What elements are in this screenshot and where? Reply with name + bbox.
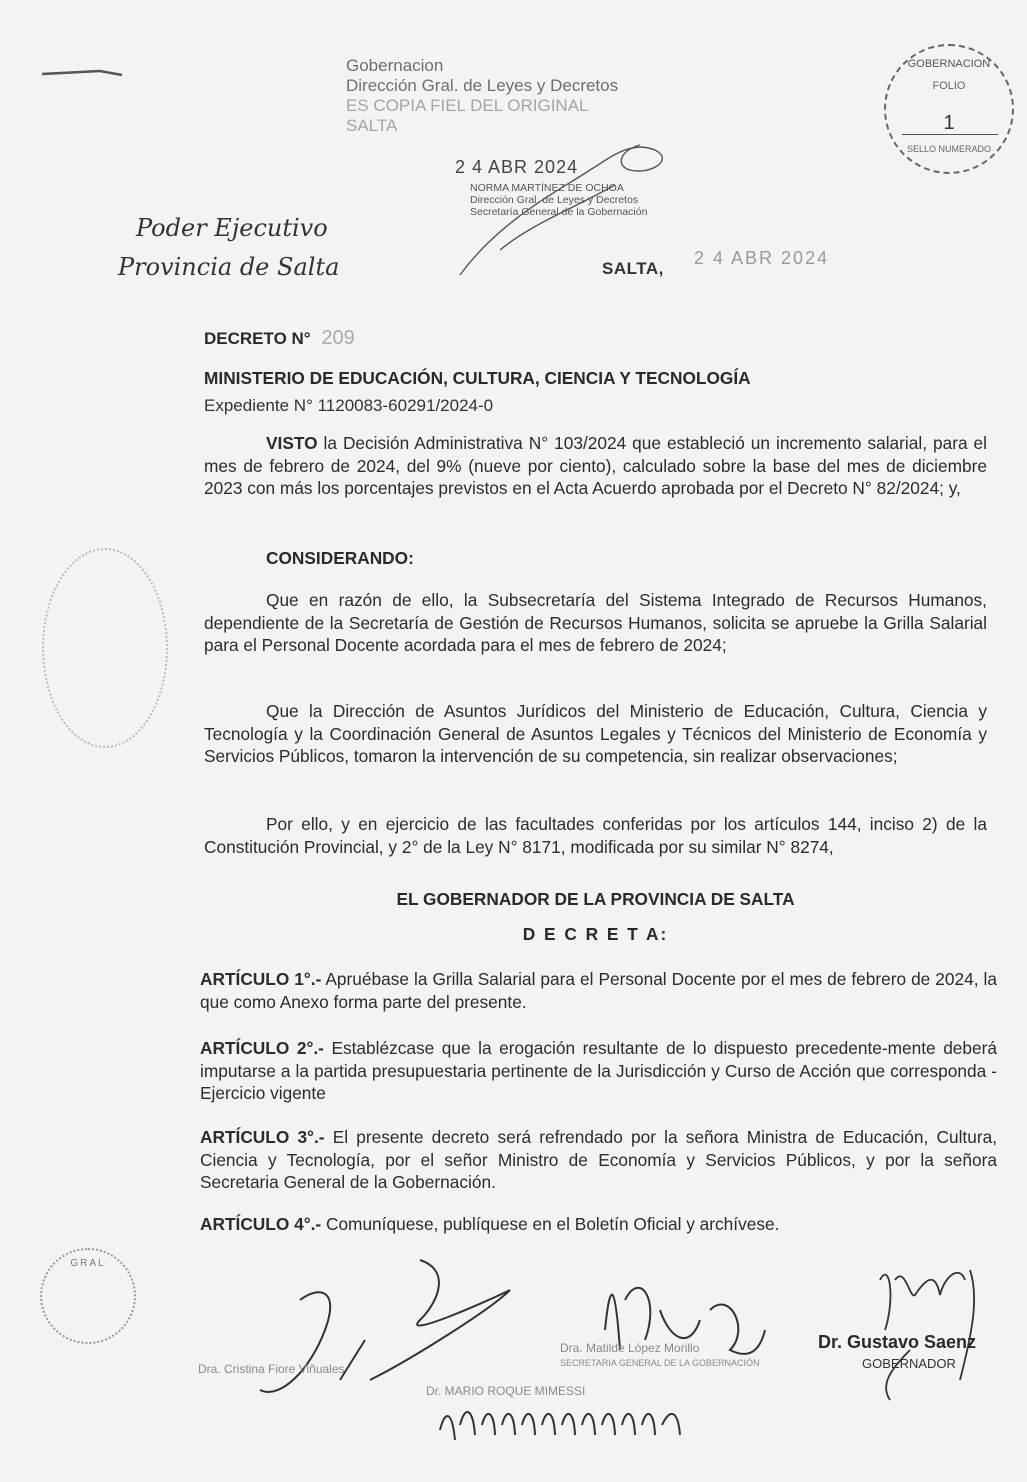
signer-left: Dra. Cristina Fiore Viñuales [198, 1362, 345, 1376]
governor-name: Dr. Gustavo Saenz [818, 1332, 977, 1352]
stamp-line-direccion: Dirección Gral. de Leyes y Decretos [346, 76, 619, 95]
governor-heading: EL GOBERNADOR DE LA PROVINCIA DE SALTA [396, 889, 795, 909]
folio-seal-bottom: SELLO NUMERADO [906, 144, 992, 154]
visto-paragraph [204, 432, 987, 500]
decree-label: DECRETO N° [204, 329, 311, 348]
decree-number: 209 [321, 327, 355, 349]
expediente: Expediente N° 1120083-60291/2024-0 [204, 396, 494, 415]
stamp-signer-role2: Secretaría General de la Gobernación [470, 206, 648, 218]
letterhead-provincia: Provincia de Salta [118, 253, 340, 281]
visto-text: la Decisión Administrativa N° 103/2024 que estableció un incremento salarial, para el mes de febrero de 2024, del 9% (nueve por ciento), calculado sobre la base del mes de diciembre 2023 con más los porcentajes previstos en el Acta Acuerdo aprobada por el Decreto N° 82/2024; y, [204, 433, 987, 498]
place-date: 2 4 ABR 2024 [694, 248, 830, 268]
decreta-heading: D E C R E T A: [522, 924, 669, 944]
governor-title: GOBERNADOR [862, 1356, 956, 1371]
folio-seal-top: GOBERNACION [907, 58, 991, 70]
folio-seal [884, 44, 1014, 174]
considerando-p1: Que en razón de ello, la Subsecretaría del Sistema Integrado de Recursos Humanos, dependiente de la Secretaría de Gestión de Recursos Humanos, solicita se apruebe la Grilla Salarial para el Personal Docente acordada para el mes de febrero de 2024; [204, 590, 987, 655]
letterhead-poder-ejecutivo: Poder Ejecutivo [136, 214, 328, 242]
article-4-text: Comuníquese, publíquese en el Boletín Oficial y archívese. [321, 1214, 780, 1234]
left-seal [42, 548, 168, 748]
stamp-signer-name: NORMA MARTÍNEZ DE OCHOA [470, 182, 624, 194]
signer-middle-role: SECRETARIA GENERAL DE LA GOBERNACIÓN [560, 1358, 760, 1368]
visto-lead: VISTO [266, 433, 318, 453]
certification-stamp [346, 56, 618, 136]
signer-middle: Dra. Matilde López Morillo [560, 1341, 700, 1355]
article-2-label: ARTÍCULO 2°.- [200, 1038, 324, 1058]
ministry-heading: MINISTERIO DE EDUCACIÓN, CULTURA, CIENCIA Y TECNOLOGÍA [204, 368, 751, 388]
article-3-text: El presente decreto será refrendado por la señora Ministra de Educación, Cultura, Ciencia y Tecnología, por el señor Ministro de Economía y Servicios Públicos, y por la señora Secretaria General de la Gobernación. [200, 1127, 998, 1192]
stamp-signer-role1: Dirección Gral. de Leyes y Decretos [470, 194, 639, 206]
folio-number: 1 [943, 112, 955, 134]
pen-mark [40, 66, 125, 80]
article-2-text: Establézcase que la erogación resultante de lo dispuesto precedente-mente deberá imputarse a la partida presupuestaria pertinente de la Jurisdicción y Curso de Acción que corresponda - Ejercicio vigente [200, 1038, 997, 1103]
article-1-text: Apruébase la Grilla Salarial para el Personal Docente por el mes de febrero de 2024, la que como Anexo forma parte del presente. [200, 969, 997, 1012]
place-label: SALTA, [602, 259, 664, 278]
article-2 [200, 1037, 997, 1105]
stamp-line-salta: SALTA [346, 116, 398, 135]
bottom-left-seal-text: GRAL [70, 1258, 106, 1269]
article-1-label: ARTÍCULO 1°.- [200, 969, 322, 989]
article-3-label: ARTÍCULO 3°.- [200, 1127, 325, 1147]
considerando-p3: Por ello, y en ejercicio de las facultades conferidas por los artículos 144, inciso 2) de la Constitución Provincial, y 2° de la Ley N° 8171, modificada por su similar N° 8274, [204, 814, 987, 857]
signer-bottom: Dr. MARIO ROQUE MIMESSI [426, 1384, 586, 1398]
folio-label: FOLIO [932, 80, 966, 92]
considerando-title: CONSIDERANDO: [266, 548, 414, 568]
bottom-left-seal [40, 1248, 136, 1344]
considerando-p2: Que la Dirección de Asuntos Jurídicos del Ministerio de Educación, Cultura, Ciencia y Tecnología y la Coordinación General de Asuntos Legales y Técnicos del Ministerio de Economía y Servicios Públicos, tomaron la intervención de su competencia, sin realizar observaciones; [204, 701, 987, 766]
stamp-line-gobernacion: Gobernacion [346, 56, 444, 75]
article-3 [200, 1126, 997, 1194]
article-4-label: ARTÍCULO 4°.- [200, 1214, 322, 1234]
article-1 [200, 968, 997, 1013]
folio-line [902, 134, 998, 135]
article-4 [200, 1213, 997, 1236]
stamp-line-copia: ES COPIA FIEL DEL ORIGINAL [346, 96, 589, 115]
stamp-date: 2 4 ABR 2024 [455, 157, 579, 177]
decree-number-line [204, 327, 355, 350]
